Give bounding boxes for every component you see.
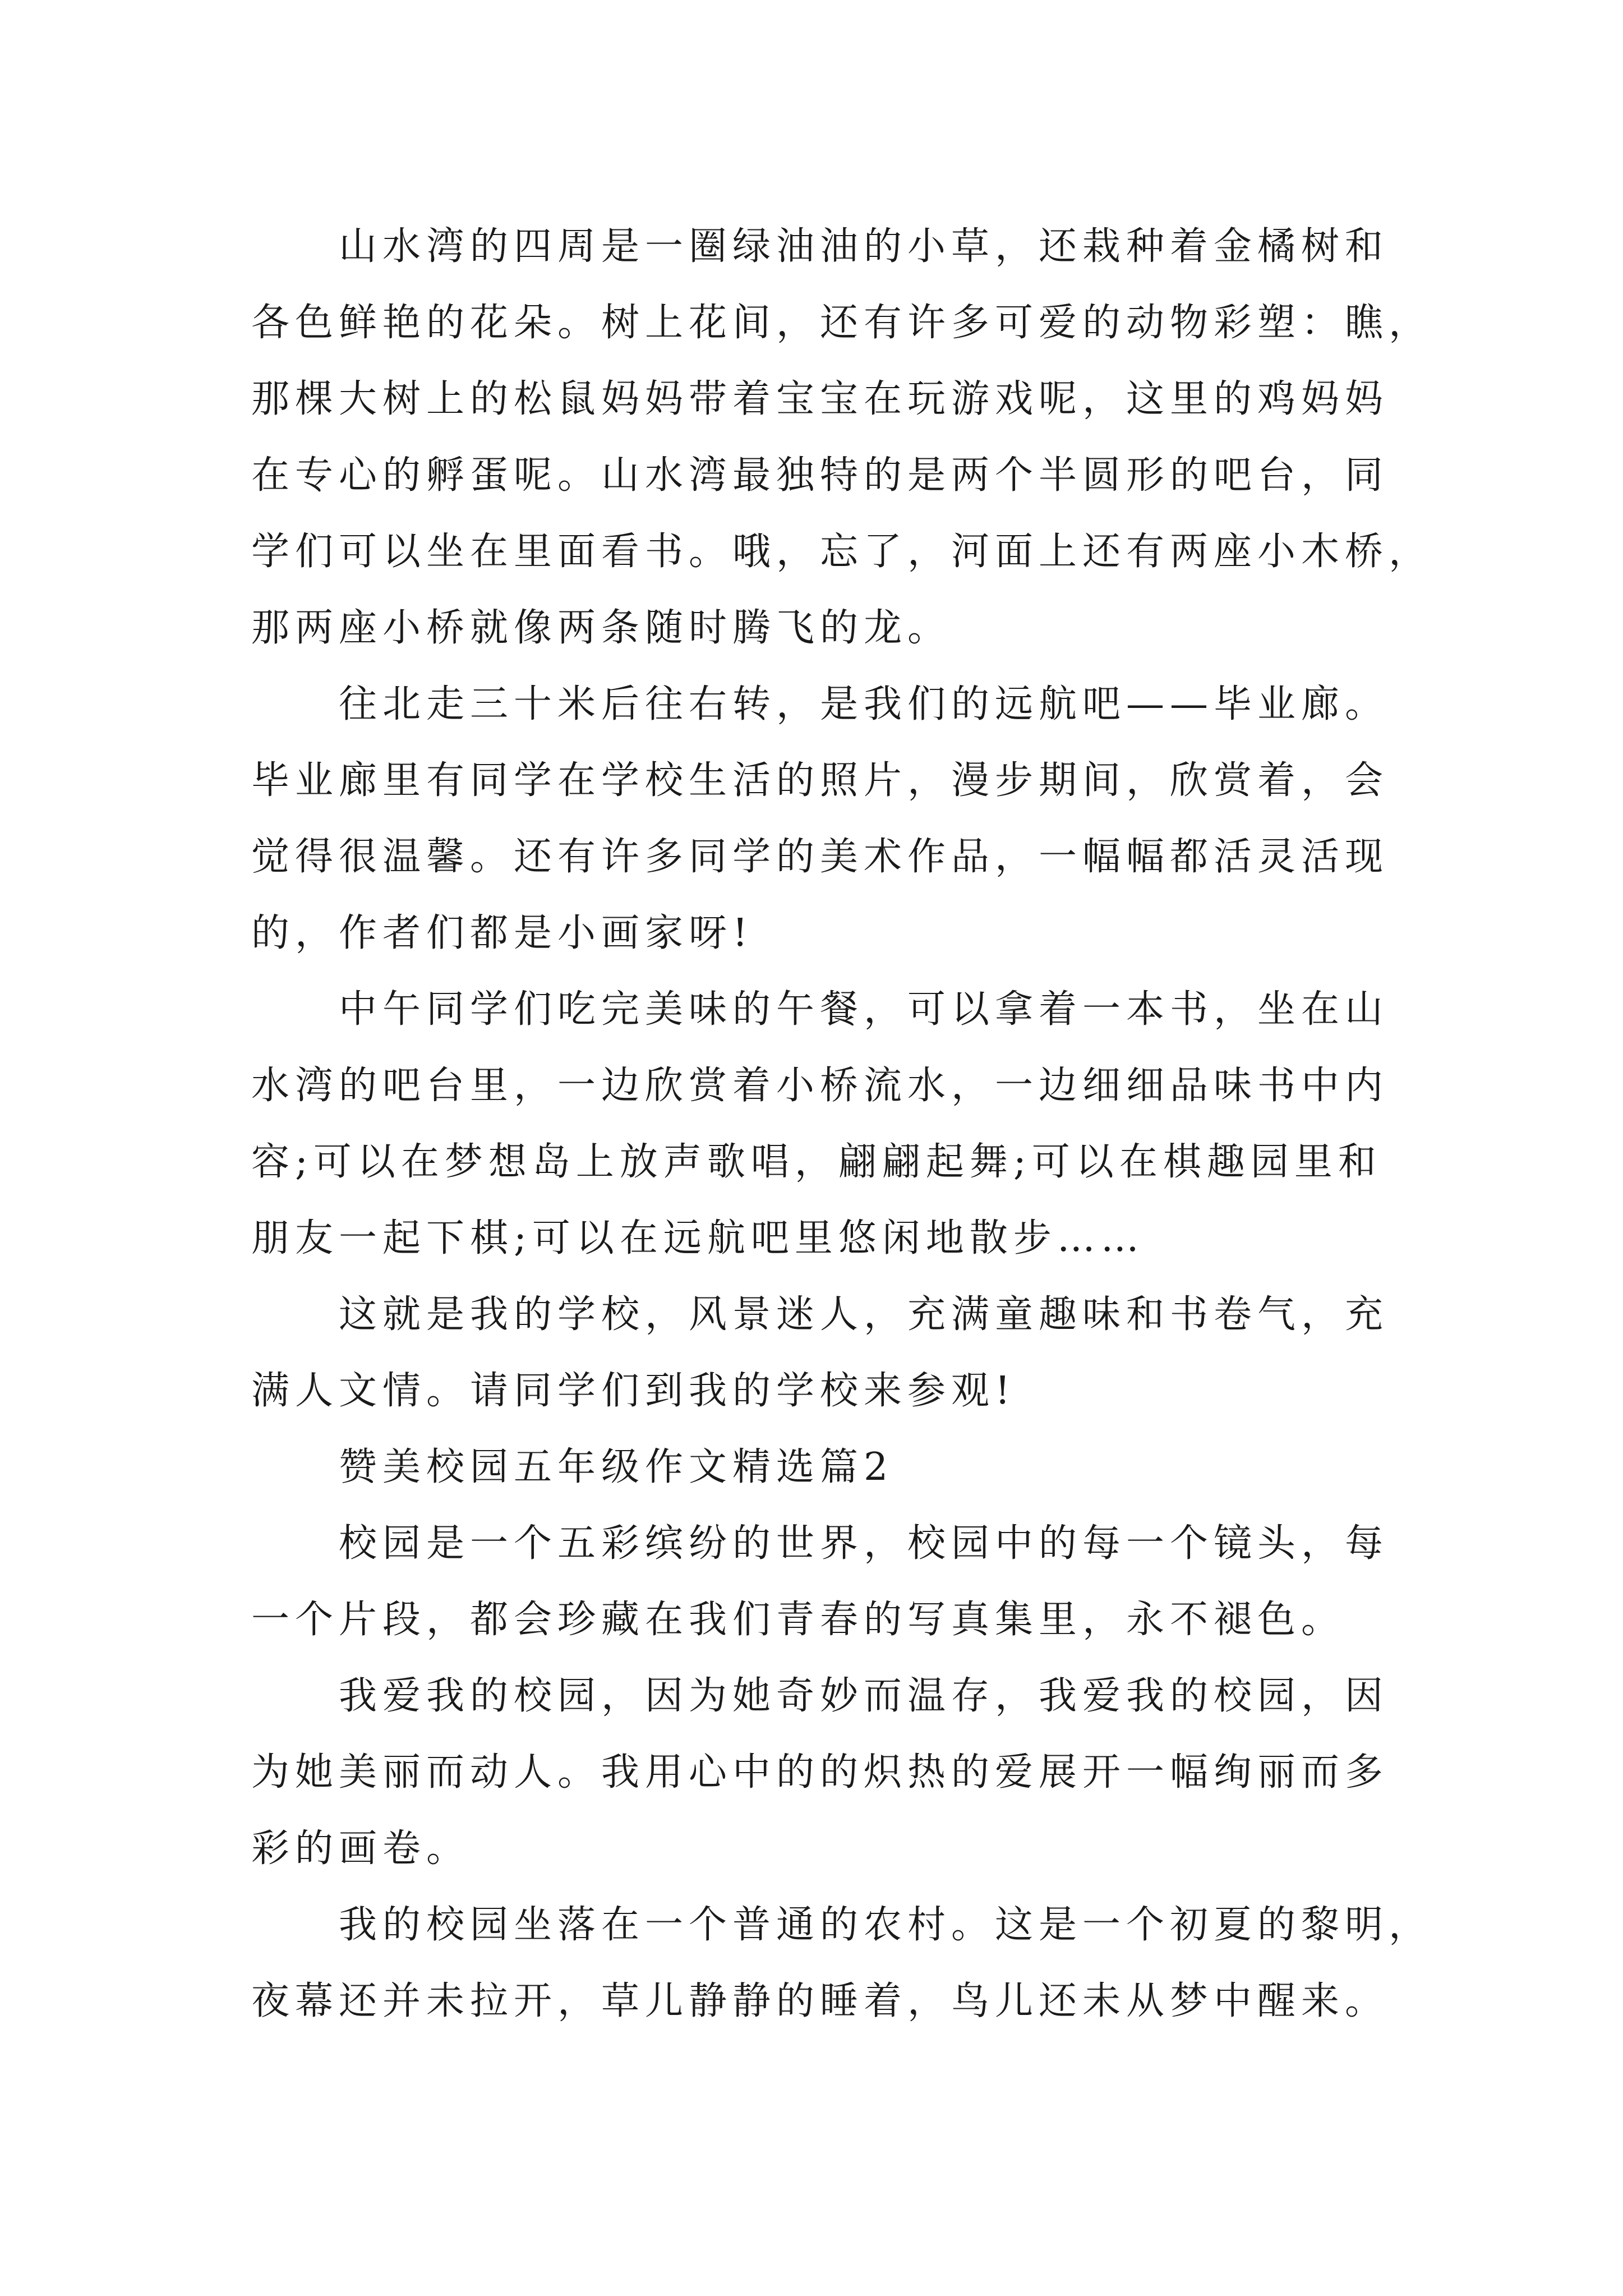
text-line: 校园是一个五彩缤纷的世界，校园中的每一个镜头，每 (251, 1521, 1389, 1566)
text-line: 彩的画卷。 (251, 1826, 471, 1871)
text-line: 满人文情。请同学们到我的学校来参观! (251, 1369, 1016, 1413)
text-line: 为她美丽而动人。我用心中的的炽热的爱展开一幅绚丽而多 (251, 1750, 1389, 1795)
text-line: 我爱我的校园，因为她奇妙而温存，我爱我的校园，因 (251, 1674, 1389, 1718)
text-line: 中午同学们吃完美味的午餐，可以拿着一本书，坐在山 (251, 987, 1389, 1032)
text-line: 一个片段，都会珍藏在我们青春的写真集里，永不褪色。 (251, 1598, 1345, 1642)
text-line: 朋友一起下棋;可以在远航吧里悠闲地散步…… (251, 1216, 1145, 1260)
text-line: 山水湾的四周是一圈绿油油的小草，还栽种着金橘树和 (251, 224, 1389, 269)
document-body (251, 209, 1433, 2040)
text-line: 那两座小桥就像两条随时腾飞的龙。 (251, 606, 952, 650)
text-line: 各色鲜艳的花朵。树上花间，还有许多可爱的动物彩塑：瞧， (251, 301, 1433, 345)
text-line: 学们可以坐在里面看书。哦，忘了，河面上还有两座小木桥， (251, 530, 1433, 574)
text-line: 往北走三十米后往右转，是我们的远航吧——毕业廊。 (251, 682, 1389, 726)
text-line: 水湾的吧台里，一边欣赏着小桥流水，一边细细品味书中内 (251, 1064, 1389, 1108)
text-line: 觉得很温馨。还有许多同学的美术作品，一幅幅都活灵活现 (251, 835, 1389, 879)
text-line: 这就是我的学校，风景迷人，充满童趣味和书卷气，充 (251, 1292, 1389, 1337)
text-line: 的，作者们都是小画家呀! (251, 911, 754, 955)
text-line: 那棵大树上的松鼠妈妈带着宝宝在玩游戏呢，这里的鸡妈妈 (251, 377, 1389, 421)
text-line: 我的校园坐落在一个普通的农村。这是一个初夏的黎明， (251, 1903, 1433, 1947)
section-heading: 赞美校园五年级作文精选篇2 (251, 1445, 894, 1489)
text-line: 夜幕还并未拉开，草儿静静的睡着，鸟儿还未从梦中醒来。 (251, 1979, 1389, 2023)
text-line: 毕业廊里有同学在学校生活的照片，漫步期间，欣赏着，会 (251, 758, 1389, 803)
text-line: 在专心的孵蛋呢。山水湾最独特的是两个半圆形的吧台，同 (251, 453, 1389, 498)
text-line: 容;可以在梦想岛上放声歌唱，翩翩起舞;可以在棋趣园里和 (251, 1140, 1382, 1184)
